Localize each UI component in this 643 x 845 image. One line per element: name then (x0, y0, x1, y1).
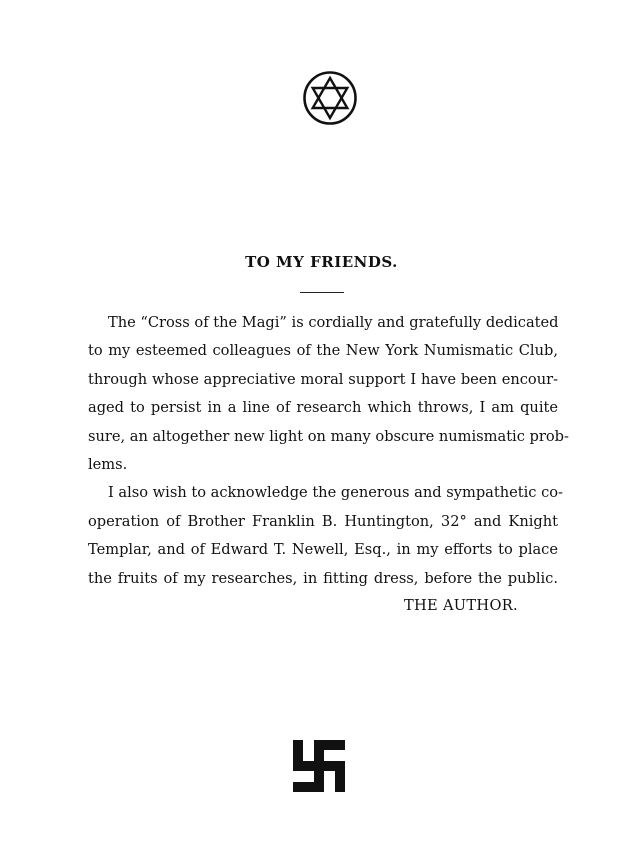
page-heading: TO MY FRIENDS. (245, 253, 398, 271)
paragraph1-line: sure, an altogether new light on many obscure numismatic prob- (88, 427, 569, 445)
paragraph2-line: Templar, and of Edward T. Newell, Esq., in my efforts to place (88, 541, 558, 559)
paragraph1-line: The “Cross of the Magi” is cordially and gratefully dedicated (108, 314, 559, 331)
star-of-david-in-circle-icon (302, 70, 358, 126)
dedication-text (88, 309, 569, 593)
author-signature: THE AUTHOR. (404, 597, 518, 614)
swastika-symbol-icon (293, 740, 345, 792)
paragraph1-line: to my esteemed colleagues of the New York Numismatic Club, (88, 342, 558, 360)
paragraph1-line: lems. (88, 456, 128, 474)
paragraph2-line: operation of Brother Franklin B. Huntington, 32° and Knight (88, 512, 558, 530)
paragraph1-line: through whose appreciative moral support I have been encour- (88, 370, 558, 388)
paragraph2-line: I also wish to acknowledge the generous and sympathetic co- (108, 484, 563, 502)
heading-divider (300, 292, 344, 293)
paragraph2-line: the fruits of my researches, in fitting dress, before the public. (88, 569, 558, 587)
paragraph1-line: aged to persist in a line of research which throws, I am quite (88, 399, 558, 417)
